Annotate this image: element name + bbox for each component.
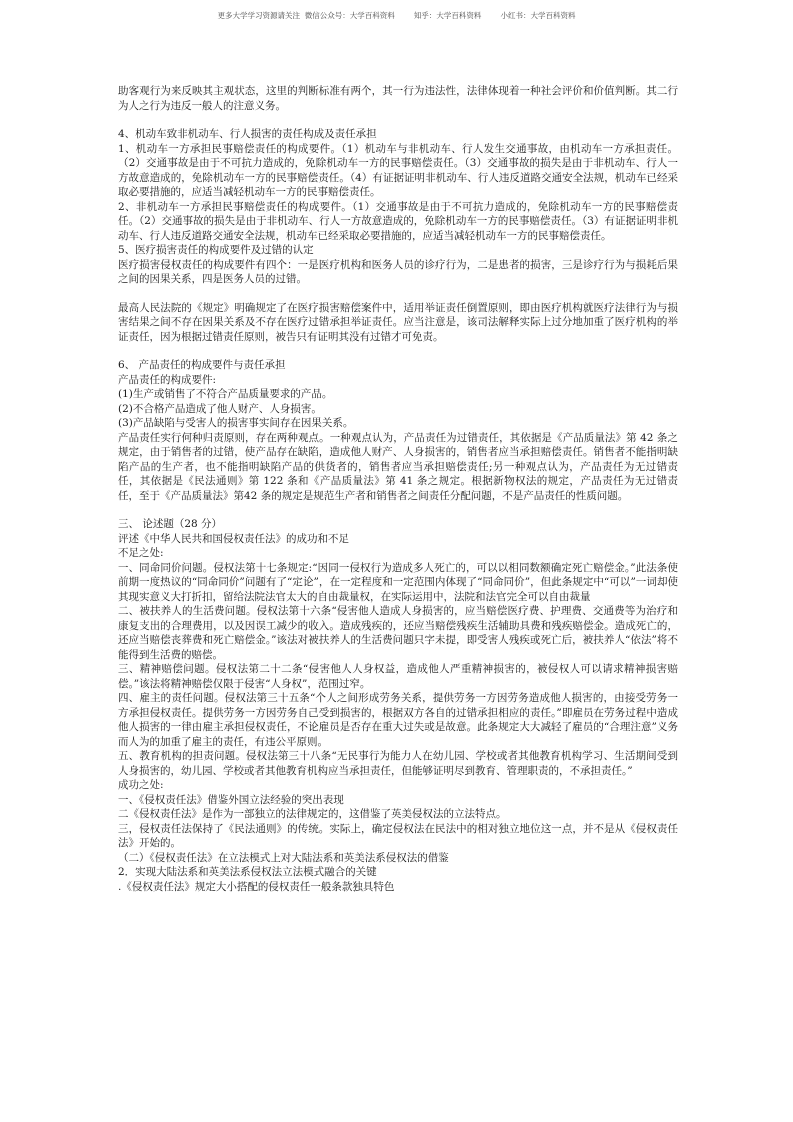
paragraph: 医疗损害侵权责任的构成要件有四个：一是医疗机构和医务人员的诊疗行为，二是患者的损害，三是诊疗行为与损耗后果之间的因果关系，四是医务人员的过错。 [118,258,678,285]
paragraph: 三，侵权责任法保持了《民法通则》的传统。实际上，确定侵权法在民法中的相对独立地位这一点，并不是从《侵权责任法》开始的。 [118,822,678,849]
list-item: (2)不合格产品造成了他人财产、人身损害。 [118,402,322,415]
paragraph: 产品责任实行何种归责原则，存在两种观点。一种观点认为，产品责任为过错责任，其依据是《产品质量法》第 42 条之规定，由于销售者的过错，使产品存在缺陷，造成他人财产、人身损害的，销售者应当承担赔偿责任。销售者不能指明缺陷产品的生产者，也不能指明缺陷产品的供货者的，销售者应当承担赔偿责任;另一种观点认为，产品责任为无过错责任，其依据是《民法通则》第 122 条和《产品质量法》第 41 条之规定。根据新物权法的规定，产品责任为无过错责任，至于《产品质量法》第42 条的规定是规范生产者和销售者之间责任分配问题，不是产品责任的性质问题。 [118,431,678,502]
paragraph: 1、机动车一方承担民事赔偿责任的构成要件。（1）机动车与非机动车、行人发生交通事故，由机动车一方承担责任。（2）交通事故是由于不可抗力造成的，免除机动车一方的民事赔偿责任。（3）交通事故的损失是由于非机动车、行人一方故意造成的，免除机动车一方的民事赔偿责任。（4）有证据证明非机动车、行人违反道路交通安全法规，机动车已经采取必要措施的，应适当减轻机动车一方的民事赔偿责任。 [118,142,678,198]
paragraph: 产品责任的构成要件: [118,373,217,386]
list-item: (3)产品缺陷与受害人的损害事实间存在因果关系。 [118,417,354,429]
paragraph: 四、雇主的责任问题。侵权法第三十五条“个人之间形成劳务关系，提供劳务一方因劳务造成他人损害的，由接受劳务一方承担侵权责任。提供劳务一方因劳务自己受到损害的，根据双方各自的过错承担相应的责任。”即雇员在劳务过程中造成他人损害的一律由雇主承担侵权责任，不论雇员是否存在重大过失或是故意。此条规定大大减轻了雇员的“合理注意”义务而人为的加重了雇主的责任，有违公平原则。 [118,692,678,748]
subheading: 成功之处: [118,779,164,791]
paragraph: 2、非机动车一方承担民事赔偿责任的构成要件。（1）交通事故是由于不可抗力造成的，免除机动车一方的民事赔偿责任。（2）交通事故的损失是由于非机动车、行人一方故意造成的，免除机动车一方的民事赔偿责任。（3）有证据证明非机动车、行人违反道路交通安全法规，机动车已经采取必要措施的，应适当减轻机动车一方的民事赔偿责任。 [118,200,678,242]
paragraph: 助客观行为来反映其主观状态，这里的判断标准有两个，其一行为违法性，法律体现着一种社会评价和价值判断。其二行为人之行为违反一般人的注意义务。 [118,85,678,112]
paragraph: 一、《侵权责任法》借鉴外国立法经验的突出表现 [118,793,344,806]
document-body [118,84,678,894]
paragraph: 三、精神赔偿问题。侵权法第二十二条“侵害他人人身权益，造成他人严重精神损害的，被侵权人可以请求精神损害赔偿。”该法将精神赔偿仅限于侵害“人身权”，范围过窄。 [118,663,678,690]
paragraph: 一、同命同价问题。侵权法第十七条规定:“因同一侵权行为造成多人死亡的，可以以相同数额确定死亡赔偿金。”此法条使前期一度热议的“同命同价”问题有了“定论”，在一定程度和一定范围内体现了“同命同价”，但此条规定中“可以”一词却使其现实意义大打折扣，留给法院法官太大的自由裁量权，在实际运用中，法院和法官完全可以自由裁量 [118,561,678,603]
paragraph: （二）《侵权责任法》在立法模式上对大陆法系和英美法系侵权法的借鉴 [118,851,449,864]
paragraph: 二《侵权责任法》是作为一部独立的法律规定的，这借鉴了英美侵权法的立法特点。 [118,808,507,820]
section-heading: 6、 产品责任的构成要件与责任承担 [118,359,286,371]
paragraph: 2．实现大陆法系和英美法系侵权法立法模式融合的关键 [118,866,377,878]
paragraph: 五、教育机构的担责问题。侵权法第三十八条“无民事行为能力人在幼儿园、学校或者其他教育机构学习、生活期间受到人身损害的，幼儿园、学校或者其他教育机构应当承担责任，但能够证明尽到教育、管理职责的，不承担责任。” [118,750,678,777]
list-item: (1)生产或销售了不符合产品质量要求的产品。 [118,388,333,400]
paragraph: 最高人民法院的《规定》明确规定了在医疗损害赔偿案件中，适用举证责任倒置原则，即由医疗机构就医疗法律行为与损害结果之间不存在因果关系及不存在医疗过错承担举证责任。应当注意是，该司法解释实际上过分地加重了医疗机构的举证责任，因为根据过错责任原则，被告只有证明其没有过错才可免责。 [118,301,678,343]
paragraph: .《侵权责任法》规定大小搭配的侵权责任一般条款独具特色 [118,880,395,893]
paragraph: 二、被扶养人的生活费问题。侵权法第十六条“侵害他人造成人身损害的，应当赔偿医疗费、护理费、交通费等为治疗和康复支出的合理费用，以及因误工减少的收入。造成残疾的，还应当赔偿残疾生活辅助具费和残疾赔偿金。造成死亡的，还应当赔偿丧葬费和死亡赔偿金。”该法对被扶养人的生活费问题只字未提，即受害人残疾或死亡后，被扶养人“依法”将不能得到生活费的赔偿。 [118,605,678,661]
page-header: 更多大学学习资源请关注 微信公众号：大学百科资料 知乎：大学百科资料 小红书：大学百科资料 [217,11,576,20]
section-heading: 4、机动车致非机动车、行人损害的责任构成及责任承担 [118,128,377,140]
section-heading: 5、医疗损害责任的构成要件及过错的认定 [118,244,314,256]
subheading: 不足之处: [118,547,164,559]
section-heading: 三、 论述题（28 分） [118,518,223,530]
question-title: 评述《中华人民共和国侵权责任法》的成功和不足 [118,532,349,545]
